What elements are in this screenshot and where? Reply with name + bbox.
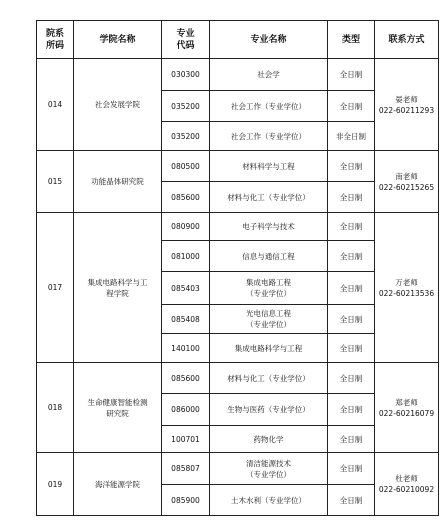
- major-name-cell: 材料与化工（专业学位）: [210, 182, 328, 213]
- table-row: [37, 151, 439, 182]
- major-name-cell: 药物化学: [210, 426, 328, 453]
- major-name-cell: 集成电路工程 （专业学位）: [210, 272, 328, 305]
- study-type-cell: 全日制: [328, 272, 375, 305]
- major-name-cell: 社会学: [210, 59, 328, 91]
- college-name-cell: 海洋能源学院: [74, 453, 162, 516]
- major-code-cell: 086000: [162, 394, 210, 426]
- study-type-cell: 非全日制: [328, 122, 375, 151]
- table-row: [37, 59, 439, 91]
- study-type-cell: 全日制: [328, 334, 375, 363]
- study-type-cell: 全日制: [328, 394, 375, 426]
- major-code-cell: 085807: [162, 453, 210, 485]
- major-code-cell: 085600: [162, 363, 210, 394]
- major-name-cell: 社会工作（专业学位）: [210, 122, 328, 151]
- study-type-cell: 全日制: [328, 91, 375, 122]
- major-code-cell: 085900: [162, 485, 210, 516]
- study-type-cell: 全日制: [328, 305, 375, 334]
- major-name-cell: 信息与通信工程: [210, 241, 328, 272]
- major-code-cell: 085600: [162, 182, 210, 213]
- study-type-cell: 全日制: [328, 241, 375, 272]
- major-name-cell: 光电信息工程 （专业学位）: [210, 305, 328, 334]
- major-code-cell: 085403: [162, 272, 210, 305]
- college-name-cell: 集成电路科学与工 程学院: [74, 213, 162, 363]
- major-code-cell: 081000: [162, 241, 210, 272]
- major-name-cell: 清洁能源技术 （专业学位）: [210, 453, 328, 485]
- college-name-cell: 生命健康智能检测 研究院: [74, 363, 162, 453]
- major-code-cell: 085408: [162, 305, 210, 334]
- major-code-cell: 030300: [162, 59, 210, 91]
- dept-code-cell: 014: [37, 59, 74, 151]
- table-header: [37, 21, 439, 59]
- header-major-code: [162, 21, 210, 59]
- study-type-cell: 全日制: [328, 182, 375, 213]
- major-name-cell: 生物与医药（专业学位）: [210, 394, 328, 426]
- major-name-cell: 电子科学与技术: [210, 213, 328, 241]
- header-college: 学院名称: [74, 21, 162, 59]
- major-code-cell: 035200: [162, 91, 210, 122]
- study-type-cell: 全日制: [328, 453, 375, 485]
- header-row: [37, 21, 439, 59]
- dept-code-cell: 018: [37, 363, 74, 453]
- header-contact: 联系方式: [375, 21, 439, 59]
- header-type: 类型: [328, 21, 375, 59]
- dept-code-cell: 015: [37, 151, 74, 213]
- admissions-table: [36, 20, 439, 516]
- major-code-cell: 100701: [162, 426, 210, 453]
- table-body: [37, 59, 439, 516]
- study-type-cell: 全日制: [328, 485, 375, 516]
- major-code-cell: 035200: [162, 122, 210, 151]
- header-dept-code: [37, 21, 74, 59]
- header-major-name: 专业名称: [210, 21, 328, 59]
- contact-cell: 南老师 022-60215265: [375, 151, 439, 213]
- study-type-cell: 全日制: [328, 426, 375, 453]
- dept-code-cell: 017: [37, 213, 74, 363]
- table-row: [37, 453, 439, 485]
- college-name-cell: 功能晶体研究院: [74, 151, 162, 213]
- study-type-cell: 全日制: [328, 363, 375, 394]
- header-major-code-text: 专业 代码: [176, 28, 195, 51]
- major-code-cell: 140100: [162, 334, 210, 363]
- dept-code-cell: 019: [37, 453, 74, 516]
- contact-cell: 晏老师 022-60211293: [375, 59, 439, 151]
- table-row: [37, 213, 439, 241]
- major-code-cell: 080900: [162, 213, 210, 241]
- contact-cell: 杜老师 022-60210092: [375, 453, 439, 516]
- contact-cell: 郑老师 022-60216079: [375, 363, 439, 453]
- table-row: [37, 363, 439, 394]
- college-name-cell: 社会发展学院: [74, 59, 162, 151]
- contact-cell: 万老师 022-60213536: [375, 213, 439, 363]
- major-name-cell: 材料与化工（专业学位）: [210, 363, 328, 394]
- major-name-cell: 集成电路科学与工程: [210, 334, 328, 363]
- major-name-cell: 社会工作（专业学位）: [210, 91, 328, 122]
- major-name-cell: 材料科学与工程: [210, 151, 328, 182]
- study-type-cell: 全日制: [328, 151, 375, 182]
- major-name-cell: 土木水利（专业学位）: [210, 485, 328, 516]
- major-code-cell: 080500: [162, 151, 210, 182]
- header-dept-code-text: 院系 所码: [45, 28, 64, 51]
- study-type-cell: 全日制: [328, 213, 375, 241]
- study-type-cell: 全日制: [328, 59, 375, 91]
